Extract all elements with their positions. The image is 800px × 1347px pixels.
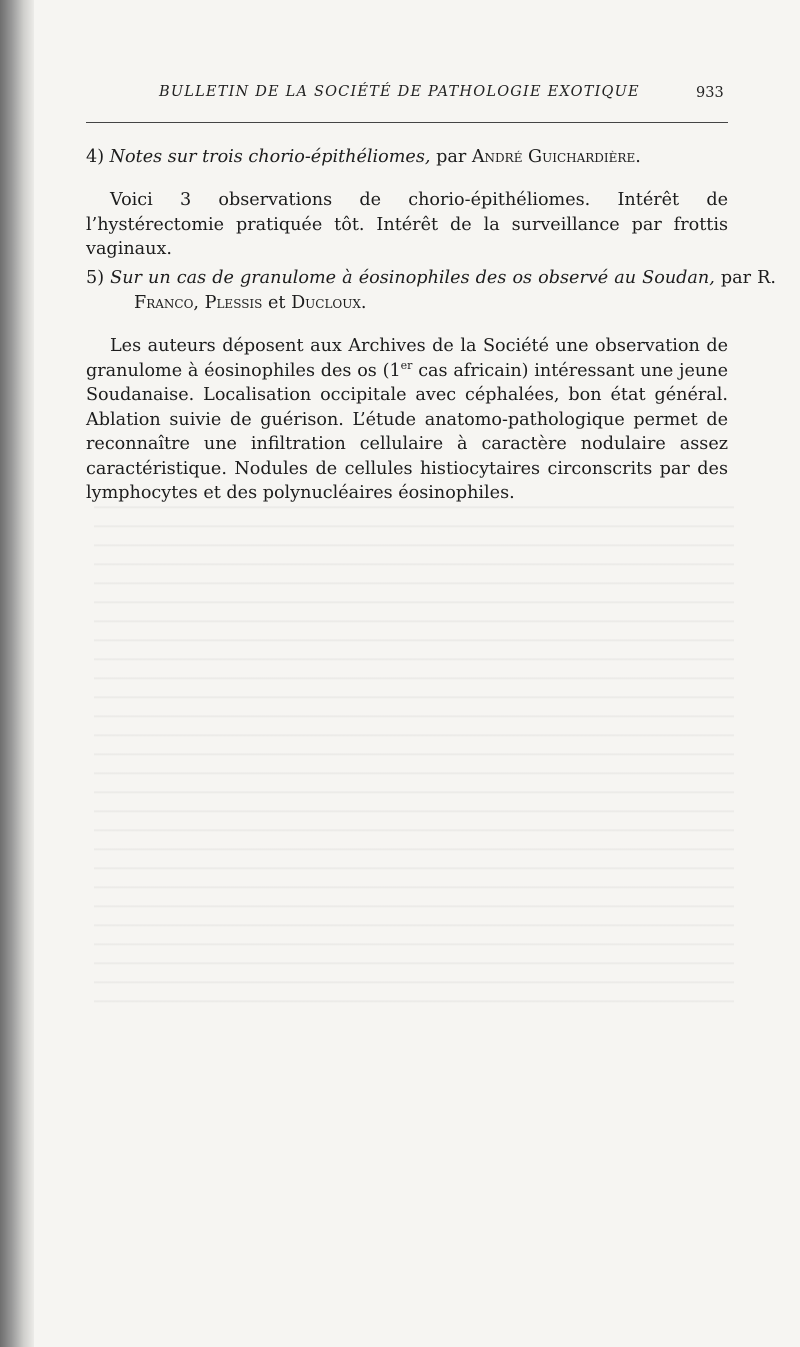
entry-5-author-franco: R. Franco,	[134, 268, 777, 313]
entry-4-number: 4)	[86, 147, 105, 167]
document-page	[34, 0, 800, 1347]
entry-5-author-ducloux: Ducloux.	[291, 292, 367, 313]
page-number: 933	[696, 85, 724, 101]
running-head: BULLETIN DE LA SOCIÉTÉ DE PATHOLOGIE EXOTIQUE	[159, 84, 640, 100]
entry-5-title	[86, 266, 776, 315]
entry-5-abstract-part-1: Les auteurs déposent aux Archives de la Société une observation de granulome à éosinophiles des os (1	[86, 336, 728, 381]
entry-4-authors: André Guichardière.	[471, 147, 641, 167]
entry-5-author-plessis: Plessis	[204, 292, 263, 313]
show-through-texture	[94, 490, 734, 1010]
entry-5-and: et	[267, 292, 286, 313]
entry-5-number: 5)	[86, 268, 105, 288]
header-rule	[86, 122, 728, 123]
entry-4-title	[86, 145, 776, 170]
entry-5-title-text: Sur un cas de granulome à éosinophiles des os observé au Soudan,	[110, 268, 715, 288]
entry-4-abstract: Voici 3 observations de chorio-épithéliomes. Intérêt de l’hystérectomie pratiquée tôt. Intérêt de la surveillance par frottis vaginaux.	[86, 190, 728, 259]
entry-4-by: par	[436, 147, 467, 167]
entry-5-by: par	[720, 268, 752, 288]
entry-5-abstract-superscript: er	[400, 358, 413, 372]
binding-gutter	[0, 0, 34, 1347]
entry-5-abstract	[86, 334, 728, 506]
entry-4-title-text: Notes sur trois chorio-épithéliomes,	[109, 147, 431, 167]
entry-5-abstract-part-2: cas africain) intéressant une jeune Soudanaise. Localisation occipitale avec céphalées, bon état général. Ablation suivie de guérison. L’étude anatomo-pathologique permet de reconnaître une infiltration cellulaire à caractère nodulaire assez caractéristique. Nodules de cellules histiocytaires circonscrits par des lymphocytes et des polynucléaires éosinophiles.	[86, 360, 728, 503]
